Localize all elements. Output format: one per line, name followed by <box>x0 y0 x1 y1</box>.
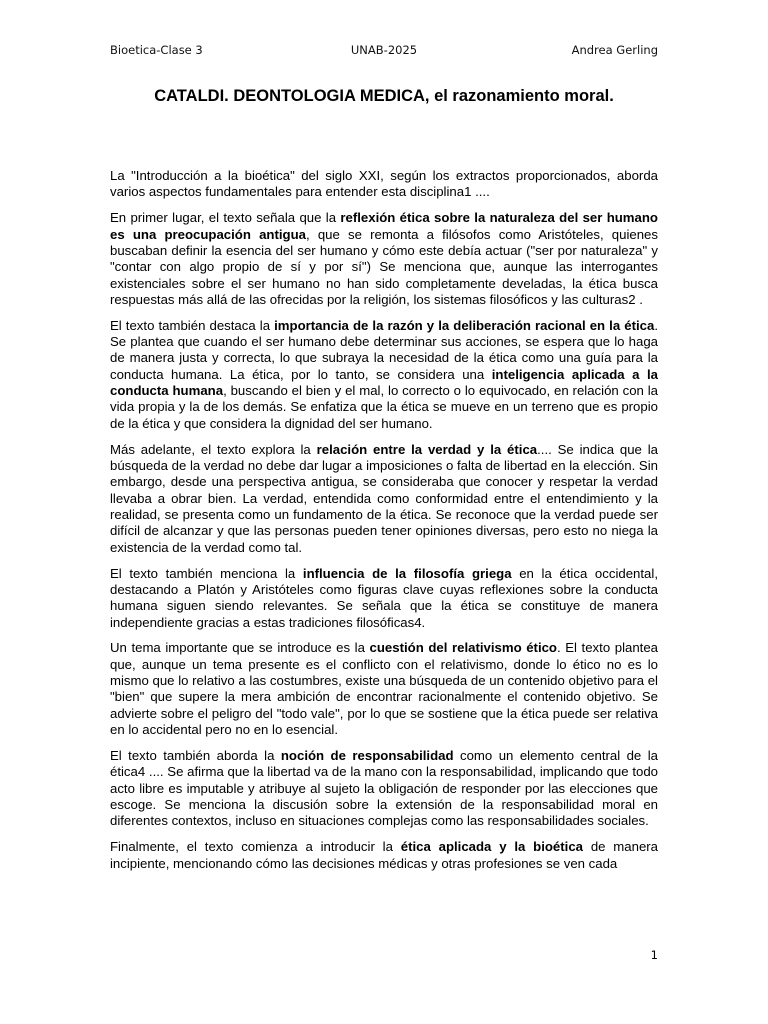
paragraph <box>110 210 658 308</box>
header-author: Andrea Gerling <box>571 43 658 57</box>
text-run: La "Introducción a la bioética" del siglo XXI, según los extractos proporcionados, aborda varios aspectos fundamentales para entender esta disciplina1 .... <box>110 168 658 200</box>
document-title: CATALDI. DEONTOLOGIA MEDICA, el razonamiento moral. <box>154 87 614 105</box>
bold-phrase: influencia de la filosofía griega <box>302 565 512 581</box>
text-run: El texto también aborda la <box>110 748 281 763</box>
text-run: En primer lugar, el texto señala que la <box>110 210 341 226</box>
paragraph <box>110 442 658 556</box>
text-run: . El texto plantea que, aunque un tema presente es el conflicto con el relativismo, donde lo ético no es lo mismo que lo relativo a las costumbres, existe una búsqueda de un contenido objetivo para el "bien" que supere la mera ambición de encontrar racionalmente el contenido objetivo. Se advierte sobre el peligro del "todo vale", por lo que se sostiene que la ética puede ser relativa en lo accidental pero no en lo esencial. <box>110 640 658 738</box>
header-institution: UNAB-2025 <box>350 43 418 57</box>
header-course: Bioetica-Clase 3 <box>110 43 203 57</box>
paragraph <box>110 566 658 631</box>
bold-phrase: reflexión ética sobre la naturaleza del ser humano es una preocupación antigua <box>110 210 658 242</box>
text-run: El texto también destaca la <box>110 317 275 333</box>
page-header <box>110 43 658 61</box>
text-run: en la ética occidental, destacando a Platón y Aristóteles como figuras clave cuyas reflexiones sobre la conducta humana siguen siendo relevantes. Se señala que la ética se constituye de manera independiente gracias a estas tradiciones filosóficas4. <box>110 565 658 630</box>
text-run: de manera incipiente, mencionando cómo las decisiones médicas y otras profesiones se ven cada <box>110 839 659 871</box>
paragraph <box>110 748 658 830</box>
paragraph <box>110 839 658 872</box>
bold-phrase: noción de responsabilidad <box>280 748 454 763</box>
bold-phrase: relación entre la verdad y la ética <box>316 441 538 457</box>
document-body <box>110 168 658 881</box>
text-run: .... Se indica que la búsqueda de la verdad no debe dar lugar a imposiciones o falta de libertad en la elección. Sin embargo, desde una perspectiva antigua, se consideraba que conocer y respetar la verdad llevaba a obrar bien. La verdad, entendida como conformidad entre el entendimiento y la realidad, se presenta como un fundamento de la ética. Se reconoce que la verdad puede ser difícil de alcanzar y que las personas pueden tener opiniones diversas, pero esto no niega la existencia de la verdad como tal. <box>110 441 659 555</box>
text-run: Más adelante, el texto explora la <box>110 441 317 457</box>
bold-phrase: cuestión del relativismo ético <box>369 640 557 656</box>
paragraph <box>110 640 658 738</box>
text-run: Finalmente, el texto comienza a introducir la <box>110 839 401 855</box>
text-run: como un elemento central de la ética4 .... Se afirma que la libertad va de la mano con la responsabilidad, implicando que todo acto libre es imputable y atribuye al sujeto la obligación de responder por las elecciones que escoge. Se menciona la discusión sobre la extensión de la responsabilidad moral en diferentes contextos, incluso en situaciones complejas como las responsabilidades sociales. <box>110 748 658 829</box>
bold-phrase: importancia de la razón y la deliberación racional en la ética <box>274 317 655 333</box>
paragraph <box>110 318 658 432</box>
text-run: Un tema importante que se introduce es la <box>110 640 370 656</box>
bold-phrase: ética aplicada y la bioética <box>400 839 583 855</box>
text-run: El texto también menciona la <box>110 565 303 581</box>
paragraph <box>110 168 658 201</box>
page-number: 1 <box>650 948 658 962</box>
text-run: , que se remonta a filósofos como Aristóteles, quienes buscaban definir la esencia del ser humano y cómo este debía actuar ("ser por naturaleza" y "contar con algo propio de sí y por sí") Se menciona que, aunque las interrogantes existenciales sobre el ser humano no han sido completamente develadas, la ética busca respuestas más allá de las ofrecidas por la religión, los sistemas filosóficos y las culturas2 . <box>110 226 658 307</box>
text-run: . Se plantea que cuando el ser humano debe determinar sus acciones, se espera que lo haga de manera justa y correcta, lo que subraya la necesidad de la ética como una guía para la conducta humana. La ética, por lo tanto, se considera una <box>110 317 658 382</box>
text-run: , buscando el bien y el mal, lo correcto o lo equivocado, en relación con la vida propia y la de los demás. Se enfatiza que la ética se mueve en un terreno que es propio de la ética y que considera la dignidad del ser humano. <box>110 383 659 431</box>
bold-phrase: inteligencia aplicada a la conducta humana <box>110 366 658 399</box>
